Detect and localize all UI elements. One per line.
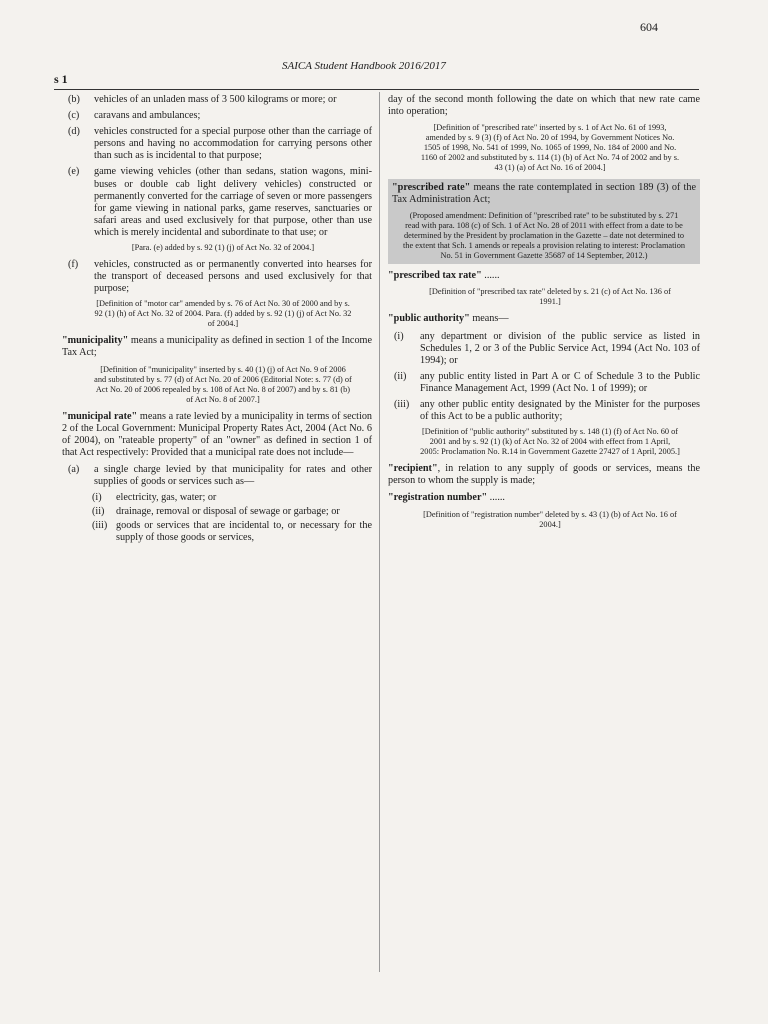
amendment-note: [Definition of "prescribed tax rate" deleted by s. 21 (c) of Act No. 136 of 1991.] <box>429 287 671 307</box>
item-label: (i) <box>92 492 102 504</box>
page-title: SAICA Student Handbook 2016/2017 <box>282 60 446 72</box>
definition-text: means a rate levied by a municipality in terms of section 2 of the Local Government: Municipal Property Rates Act, 2004 (Act No. 6 of 2004), on "rateable property" of an "owner" as defined in section 1 of that Act respectively: Provided that a municipal rate does not include— <box>62 410 373 458</box>
definition-prescribed-tax-rate <box>388 270 700 282</box>
item-label: (c) <box>68 110 80 122</box>
amendment-note: [Definition of "municipality" inserted by s. 40 (1) (j) of Act No. 9 of 2006 and substituted by s. 77 (d) of Act No. 20 of 2006 (Editorial Note: s. 77 (d) of Act No. 20 of 2006 repealed by s. 108 of Act No. 8 of 2007) and by s. 81 (b) of Act No. 8 of 2007.] <box>94 364 352 404</box>
definition-text: means the rate contemplated in section 189 (3) of the Tax Administration Act; <box>392 182 696 206</box>
page-number: 604 <box>640 20 658 34</box>
left-column <box>62 94 372 546</box>
definition-registration-number <box>388 492 700 504</box>
public-authority-item-iii <box>388 399 700 423</box>
paragraph-c <box>62 110 372 122</box>
definition-text: means a municipality as defined in section 1 of the Income Tax Act; <box>62 335 372 359</box>
defined-term: "prescribed tax rate" <box>388 270 482 282</box>
shaded-definition-box <box>388 179 700 264</box>
amendment-note: [Para. (e) added by s. 92 (1) (j) of Act No. 32 of 2004.] <box>131 243 315 253</box>
municipal-rate-subitem-i <box>62 492 372 504</box>
paragraph-b <box>62 94 372 106</box>
paragraph-f <box>62 259 372 295</box>
item-label: (ii) <box>394 370 407 382</box>
item-text: game viewing vehicles (other than sedans, station wagons, mini-buses or double cab light delivery vehicles) constructed or permanently converted for the carriage of seven or more passengers for game viewing in national parks, game reserves, sanctuaries or safari areas and used exclusively for that purpose, other than use which is merely incidental and subordinate to that use; or <box>94 166 372 238</box>
item-text: drainage, removal or disposal of sewage or garbage; or <box>116 506 340 518</box>
header-rule <box>54 89 699 90</box>
amendment-note: [Definition of "prescribed rate" inserted by s. 1 of Act No. 61 of 1993, amended by s. 9 (3) (f) of Act No. 20 of 1994, by Government Notices No. 1505 of 1998, No. 541 of 1999, No. 1065 of 1999, No. 184 of 2000 and No. 1160 of 2002 and substituted by s. 114 (1) (b) of Act No. 74 of 2002 and by s. 43 (1) (a) of Act No. 16 of 2004.] <box>420 123 680 173</box>
defined-term: "municipal rate" <box>62 410 138 422</box>
municipal-rate-subitem-ii <box>62 506 372 518</box>
item-label: (d) <box>68 126 80 138</box>
column-divider <box>379 92 380 972</box>
defined-term: "prescribed rate" <box>392 182 471 194</box>
definition-text: ...... <box>481 270 500 282</box>
item-text: any public entity listed in Part A or C of Schedule 3 to the Public Finance Management Act, 1999 (Act No. 1 of 1999); or <box>420 370 700 394</box>
paragraph-e <box>62 166 372 239</box>
item-text: any other public entity designated by the Minister for the purposes of this Act to be a public authority; <box>420 399 700 423</box>
public-authority-item-i <box>388 331 700 367</box>
section-marker: s 1 <box>54 72 68 86</box>
item-text: caravans and ambulances; <box>94 110 201 122</box>
definition-public-authority <box>388 313 700 325</box>
item-label: (a) <box>68 463 80 475</box>
item-label: (ii) <box>92 506 105 518</box>
amendment-note: [Definition of "motor car" amended by s. 76 of Act No. 30 of 2000 and by s. 92 (1) (h) of Act No. 32 of 2004. Para. (f) added by s. 92 (1) (j) of Act No. 32 of 2004.] <box>94 299 352 329</box>
definition-text: , in relation to any supply of goods or services, means the person to whom the supply is made; <box>388 463 700 487</box>
municipal-rate-item-a <box>62 464 372 488</box>
defined-term: "recipient" <box>388 463 438 475</box>
definition-recipient <box>388 463 700 487</box>
item-text: a single charge levied by that municipality for rates and other supplies of goods or services such as— <box>94 463 372 487</box>
definition-text: ...... <box>487 492 505 504</box>
item-text: vehicles constructed for a special purpose other than the carriage of persons and having no accommodation for carrying persons other than such as is incidental to that purpose; <box>94 126 372 162</box>
municipal-rate-subitem-iii <box>62 520 372 544</box>
paragraph-d <box>62 126 372 162</box>
defined-term: "public authority" <box>388 313 470 325</box>
amendment-note: [Definition of "registration number" deleted by s. 43 (1) (b) of Act No. 16 of 2004.] <box>423 509 677 529</box>
amendment-note: [Definition of "public authority" substituted by s. 148 (1) (f) of Act No. 60 of 2001 and by s. 92 (1) (k) of Act No. 32 of 2004 with effect from 1 April, 2005: Proclamation No. R.14 in Government Gazette 27427 of 1 April, 2005.] <box>420 427 680 457</box>
definition-text: means— <box>469 313 509 325</box>
item-text: electricity, gas, water; or <box>116 492 217 504</box>
item-label: (f) <box>68 259 79 271</box>
item-label: (e) <box>68 166 80 178</box>
item-label: (iii) <box>92 520 108 532</box>
item-label: (iii) <box>394 399 410 411</box>
right-column <box>388 94 700 536</box>
item-label: (b) <box>68 94 80 105</box>
public-authority-item-ii <box>388 371 700 395</box>
definition-prescribed-rate <box>392 182 696 206</box>
item-text: vehicles, constructed as or permanently converted into hearses for the transport of deceased persons and used exclusively for that purpose; <box>94 259 372 295</box>
continued-definition: day of the second month following the date on which that new rate came into operation; <box>388 94 700 118</box>
item-text: vehicles of an unladen mass of 3 500 kilograms or more; or <box>94 94 337 105</box>
item-text: goods or services that are incidental to, or necessary for the supply of those goods or services, <box>116 520 372 544</box>
definition-municipality <box>62 335 372 359</box>
item-text: any department or division of the public service as listed in Schedules 1, 2 or 3 of the Public Service Act, 1994 (Act No. 103 of 1994); or <box>420 330 700 366</box>
defined-term: "registration number" <box>388 492 488 504</box>
defined-term: "municipality" <box>62 335 129 347</box>
proposed-amendment-note: (Proposed amendment: Definition of "prescribed rate" to be substituted by s. 271 read with para. 108 (c) of Sch. 1 of Act No. 28 of 2011 with effect from a date to be determined by the President by proclamation in the Gazette – date not determined to the extent that Sch. 1 amends or repeals a provision relating to interest: Proclamation No. 51 in Government Gazette 35687 of 14 September, 2012.) <box>402 211 686 261</box>
item-label: (i) <box>394 330 404 342</box>
definition-municipal-rate <box>62 411 372 459</box>
